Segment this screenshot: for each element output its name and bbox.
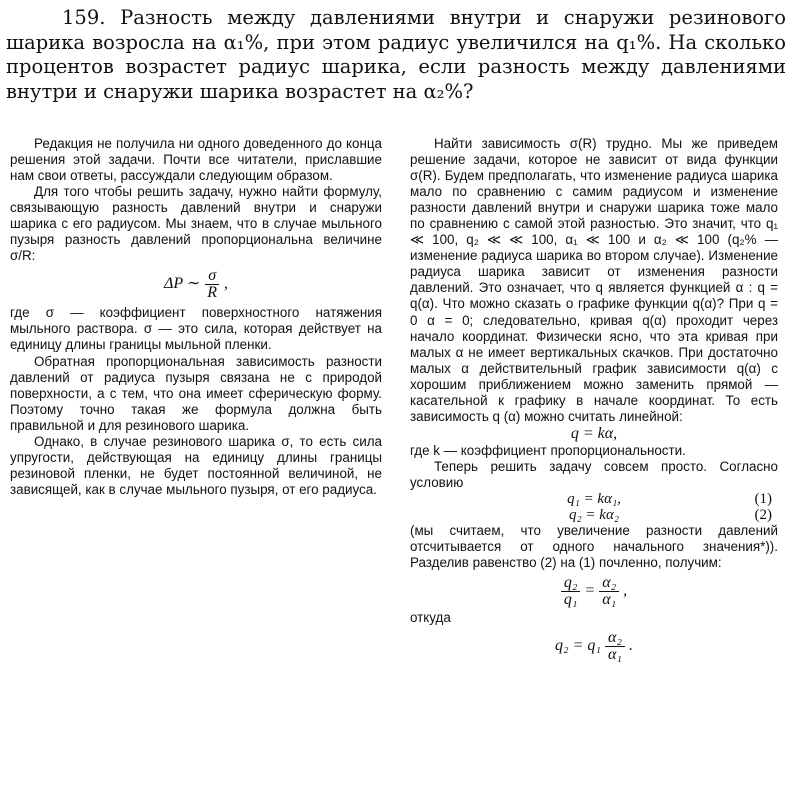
left-paragraph-1: Редакция не получила ни одного доведенного до конца решения этой задачи. Почти все читатели, приславшие нам свои ответы, рассуждали следующим образом. bbox=[10, 136, 382, 184]
final-tail: . bbox=[628, 637, 633, 655]
right-paragraph-4: (мы считаем, что увеличение разности давлений отсчитывается от одного начального значения*)). Разделив равенство (2) на (1) почленно, получим: bbox=[410, 523, 778, 571]
ratio-right-denominator: α₁ bbox=[602, 591, 617, 609]
problem-text: 159. Разность между давлениями внутри и снаружи резинового шарика возросла на α₁%, при этом радиус увеличился на q₁%. На сколько процентов возрастет радиус шарика, если разность между давлениями внутри и снаружи шарика возрастет на α₂%? bbox=[6, 6, 786, 103]
equation-1 bbox=[410, 491, 778, 507]
final-numerator: α₂ bbox=[605, 630, 625, 647]
formula-numerator: σ bbox=[205, 268, 219, 285]
formula-lhs: ΔP ∼ bbox=[163, 275, 201, 293]
right-paragraph-2: где k — коэффициент пропорциональности. bbox=[410, 442, 686, 458]
formula-linear: q = kα, bbox=[570, 424, 618, 442]
formula-pressure bbox=[10, 268, 382, 301]
equation-1-label: (1) bbox=[754, 491, 772, 508]
problem-statement bbox=[6, 6, 786, 104]
ratio-left-denominator: q₁ bbox=[563, 591, 578, 609]
ratio-left-fraction bbox=[561, 575, 581, 608]
formula-denominator: R bbox=[207, 284, 218, 302]
ratio-left-numerator: q₂ bbox=[561, 575, 581, 592]
equation-2 bbox=[410, 507, 778, 523]
formula-final bbox=[410, 630, 778, 663]
right-column bbox=[410, 136, 778, 667]
left-column bbox=[10, 136, 382, 498]
ratio-right-fraction bbox=[599, 575, 619, 608]
ratio-equals: = bbox=[584, 582, 596, 600]
left-paragraph-4: Обратная пропорциональная зависимость разности давлений от радиуса пузыря связана не с природой поверхности, а с тем, что она имеет сферическую форму. Поэтому точно такая же формула должна быть правильной и для резинового шарика. bbox=[10, 353, 382, 433]
final-lhs: q₂ = q₁ bbox=[555, 637, 601, 655]
equation-1-body: q₁ = kα₁, bbox=[567, 491, 621, 508]
word-otkuda: откуда bbox=[410, 610, 451, 626]
right-paragraph-3: Теперь решить задачу совсем просто. Согласно условию bbox=[410, 458, 778, 490]
left-paragraph-2: Для того чтобы решить задачу, нужно найти формулу, связывающую разность давлений внутри и снаружи шарика с его радиусом. Мы знаем, что в случае мыльного пузыря разность давлений пропорциональна величине σ/R: bbox=[10, 184, 382, 264]
left-paragraph-3: где σ — коэффициент поверхностного натяжения мыльного раствора. σ — это сила, которая действует на единицу длины границы мыльной пленки. bbox=[10, 305, 382, 353]
ratio-tail: , bbox=[623, 582, 628, 600]
formula-tail: , bbox=[224, 275, 229, 293]
formula-fraction bbox=[204, 268, 220, 301]
left-paragraph-5: Однако, в случае резинового шарика σ, то есть сила упругости, действующая на единицу длины границы резиновой пленки, не будет постоянной величиной, не зависящей, как в случае мыльного пузыря, от его радиуса. bbox=[10, 433, 382, 497]
final-fraction bbox=[605, 630, 625, 663]
equation-2-body: q₂ = kα₂ bbox=[568, 507, 620, 524]
equation-2-label: (2) bbox=[754, 507, 772, 524]
right-paragraph-1: Найти зависимость σ(R) трудно. Мы же приведем решение задачи, которое не зависит от вида функции σ(R). Будем предполагать, что изменение радиуса шарика мало по сравнению с самим радиусом и изменение разности давлений внутри и снаружи шарика тоже мало по сравнению с самой этой разностью. Это значит, что q₁ ≪ 100, q₂ ≪ ≪ 100, α₁ ≪ 100 и α₂ ≪ 100 (q₂% — изменение радиуса шарика во втором случае). Изменение радиуса шарика зависит от изменения разности давлений. Это означает, что q является функцией α : q = q(α). Что можно сказать о графике функции q(α)? При q = 0 α = 0; следовательно, кривая q(α) проходит через начало координат. Физически ясно, что эта кривая при малых α не имеет вертикальных скачков. При достаточно малых α действительный график зависимости q(α) с хорошим приближением можно заменить прямой — касательной к графику в начале координат. То есть зависимость q (α) можно считать линейной: bbox=[410, 136, 778, 424]
final-denominator: α₁ bbox=[607, 646, 622, 664]
ratio-right-numerator: α₂ bbox=[599, 575, 619, 592]
formula-ratio bbox=[410, 575, 778, 608]
